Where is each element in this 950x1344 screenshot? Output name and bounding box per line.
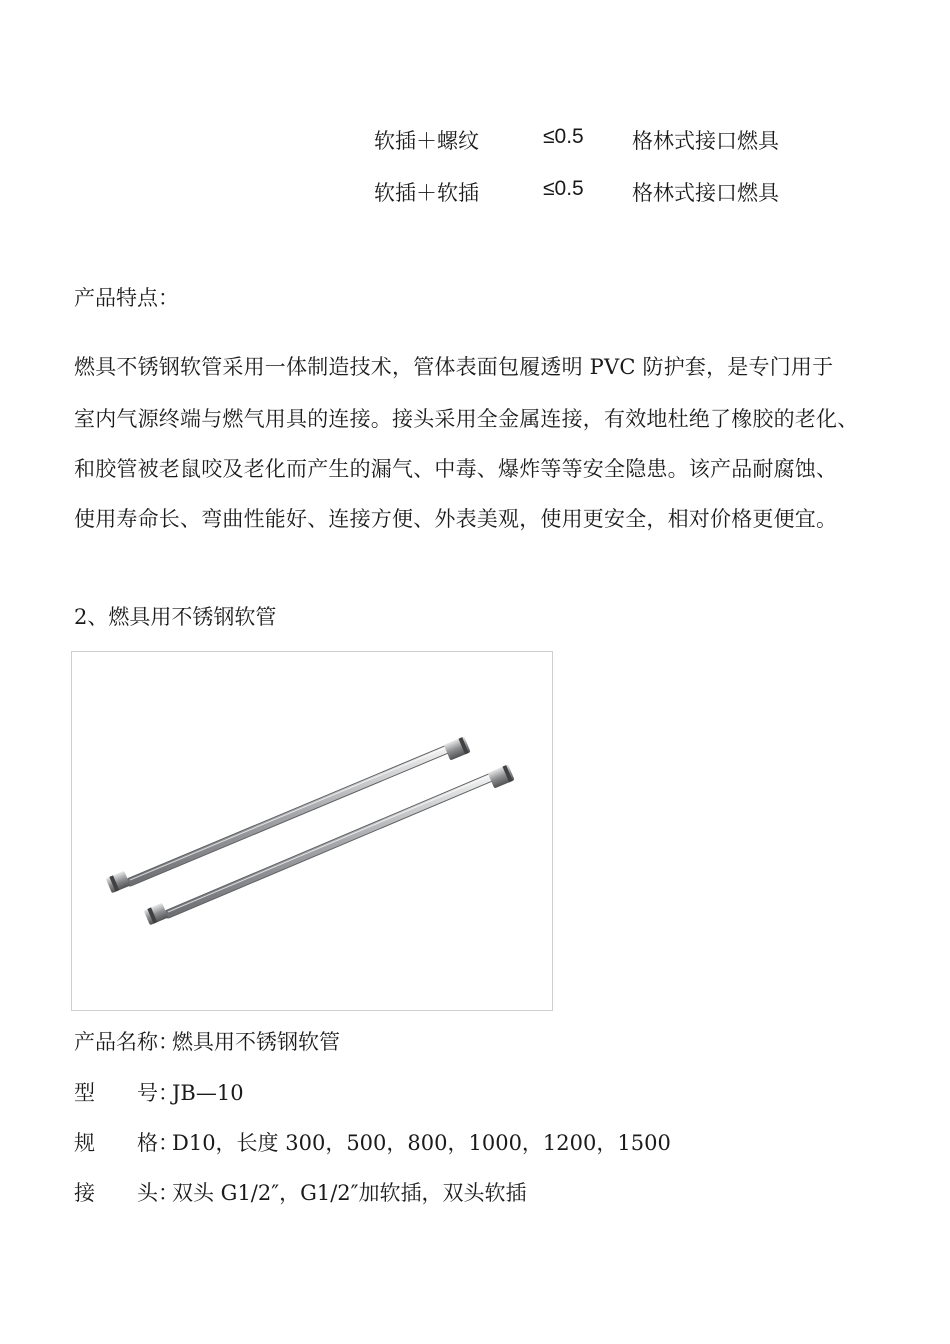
paragraph-line: 和胶管被老鼠咬及老化而产生的漏气、中毒、爆炸等等安全隐患。该产品耐腐蚀、 (74, 457, 838, 481)
model-field (74, 1077, 244, 1107)
spec-connector: 软插＋螺纹 (374, 129, 479, 153)
field-label: 接 头： (74, 1181, 179, 1205)
field-label: 规 格： (74, 1131, 179, 1155)
field-value: JB—10 (172, 1081, 244, 1105)
field-label: 型 号： (74, 1081, 179, 1105)
hose-1 (106, 736, 471, 893)
hose-illustration (72, 652, 552, 1010)
spec-field (74, 1127, 671, 1157)
spec-value: ≤0.5 (543, 125, 584, 148)
product-photo (71, 651, 553, 1011)
paragraph-line: 室内气源终端与燃气用具的连接。接头采用全金属连接，有效地杜绝了橡胶的老化、 (74, 407, 859, 431)
spec-row (0, 177, 950, 207)
product-name-field (74, 1026, 340, 1056)
paragraph-line: 使用寿命长、弯曲性能好、连接方便、外表美观，使用更安全，相对价格更便宜。 (74, 507, 838, 531)
field-value: 燃具用不锈钢软管 (172, 1030, 340, 1054)
spec-row (0, 125, 950, 155)
field-value: D10，长度 300，500，800，1000，1200，1500 (172, 1131, 671, 1155)
spec-application: 格林式接口燃具 (632, 181, 779, 205)
connector-field (74, 1177, 527, 1207)
paragraph-line: 燃具不锈钢软管采用一体制造技术，管体表面包履透明 PVC 防护套，是专门用于 (74, 355, 834, 379)
hose-2 (144, 764, 515, 925)
features-heading: 产品特点： (74, 286, 179, 310)
field-label: 产品名称： (74, 1030, 179, 1054)
section-title: 2、燃具用不锈钢软管 (74, 605, 277, 629)
field-value: 双头 G1/2″，G1/2″加软插，双头软插 (172, 1181, 527, 1205)
spec-application: 格林式接口燃具 (632, 129, 779, 153)
spec-value: ≤0.5 (543, 177, 584, 200)
spec-connector: 软插＋软插 (374, 181, 479, 205)
